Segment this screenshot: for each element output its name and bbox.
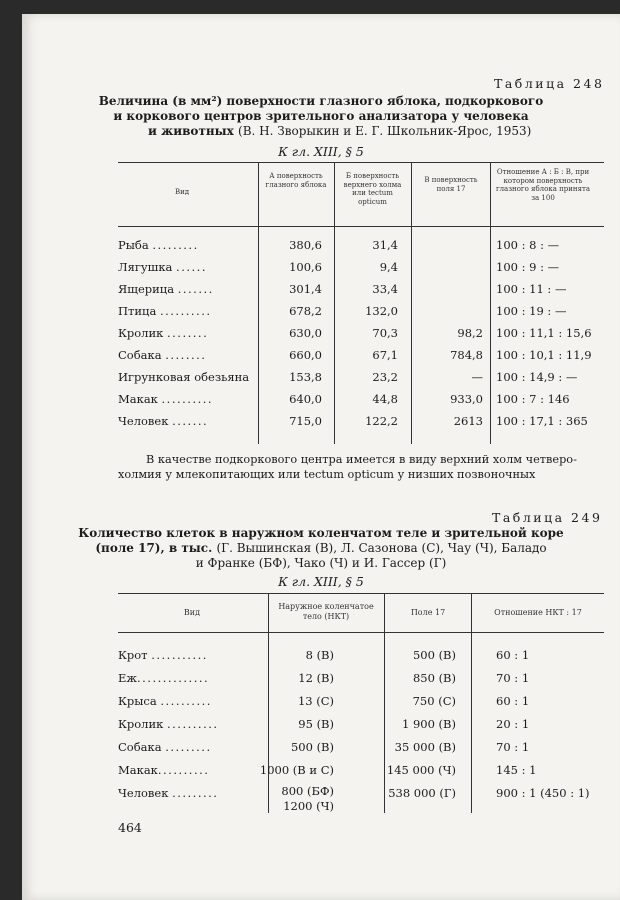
value-field: 145 000 (Ч) xyxy=(386,763,456,777)
table-248-header-a: А поверхность глазного яблока xyxy=(265,172,327,189)
table-249-header-nkt: Наружное коленчатое тело (НКТ) xyxy=(278,602,374,621)
species-name: Человек ....... xyxy=(118,414,209,428)
table-248-title xyxy=(22,94,620,139)
species-name: Собака ......... xyxy=(118,740,212,754)
value-b: 33,4 xyxy=(372,282,398,296)
value-nkt: 12 (В) xyxy=(298,671,334,685)
value-a: 678,2 xyxy=(289,304,322,318)
value-c: 784,8 xyxy=(450,348,483,362)
table-248-label: Таблица 248 xyxy=(494,76,605,91)
value-b: 122,2 xyxy=(365,414,398,428)
value-ratio: 100 : 8 : — xyxy=(496,238,560,252)
value-ratio: 70 : 1 xyxy=(496,740,530,754)
value-b: 70,3 xyxy=(372,326,398,340)
value-b: 23,2 xyxy=(372,370,398,384)
value-c: 2613 xyxy=(453,414,483,428)
species-name: Ящерица ....... xyxy=(118,282,214,296)
value-ratio: 100 : 9 : — xyxy=(496,260,560,274)
value-b: 31,4 xyxy=(372,238,398,252)
value-field: 850 (В) xyxy=(412,671,456,685)
value-ratio: 100 : 10,1 : 11,9 xyxy=(496,348,592,362)
value-ratio: 20 : 1 xyxy=(496,717,530,731)
table-248-top-rule xyxy=(118,162,604,163)
value-ratio: 60 : 1 xyxy=(496,648,530,662)
species-name: Крот ........... xyxy=(118,648,208,662)
species-name: Крыса .......... xyxy=(118,694,212,708)
value-a: 660,0 xyxy=(289,348,322,362)
species-name: Человек ......... xyxy=(118,786,219,800)
value-a: 640,0 xyxy=(289,392,322,406)
table-249-title-line2-rest: (Г. Вышинская (В), Л. Сазонова (С), Чау (Ч), Баладо xyxy=(216,541,547,555)
table-248-header-ratio: Отношение А : Б : В, при котором поверхность глазного яблока принята за 100 xyxy=(495,168,591,202)
value-c: 933,0 xyxy=(450,392,483,406)
value-a: 715,0 xyxy=(289,414,322,428)
table-249-title-line2-bold: (поле 17), в тыс. xyxy=(95,541,213,555)
table-248-header-rule xyxy=(118,226,604,227)
table-249-top-rule xyxy=(118,593,604,594)
value-field: 538 000 (Г) xyxy=(388,786,456,800)
table-249-col-divider-3 xyxy=(471,593,472,813)
table-248-header-species: Вид xyxy=(174,188,190,196)
table-248-title-line1: Величина (в мм²) поверхности глазного яблока, подкоркового xyxy=(98,94,544,108)
table-249-header-species: Вид xyxy=(183,608,201,617)
value-nkt: 500 (В) xyxy=(290,740,334,754)
value-ratio: 60 : 1 xyxy=(496,694,530,708)
value-ratio: 100 : 11,1 : 15,6 xyxy=(496,326,592,340)
value-field: 35 000 (В) xyxy=(394,740,456,754)
value-nkt: 8 (В) xyxy=(305,648,334,662)
species-name: Рыба ......... xyxy=(118,238,199,252)
value-ratio: 100 : 7 : 146 xyxy=(496,392,570,406)
page-number: 464 xyxy=(118,820,142,835)
table-248-ref: К гл. XIII, § 5 xyxy=(278,144,364,159)
table-248-col-divider-1 xyxy=(258,162,259,444)
species-name: Кролик .......... xyxy=(118,717,219,731)
value-c: 98,2 xyxy=(457,326,483,340)
table-248-title-line3-bold: и животных xyxy=(148,124,234,138)
value-field: 750 (С) xyxy=(412,694,456,708)
species-name: Макак.......... xyxy=(118,763,210,777)
table-249-title-line1: Количество клеток в наружном коленчатом теле и зрительной коре xyxy=(78,526,564,540)
value-ratio: 145 : 1 xyxy=(496,763,537,777)
value-ratio: 100 : 14,9 : — xyxy=(496,370,578,384)
table-248-col-divider-2 xyxy=(334,162,335,444)
species-name: Лягушка ...... xyxy=(118,260,207,274)
value-ratio: 100 : 11 : — xyxy=(496,282,567,296)
value-nkt: 13 (С) xyxy=(297,694,334,708)
value-ratio: 100 : 19 : — xyxy=(496,304,567,318)
value-b: 67,1 xyxy=(372,348,398,362)
value-field: 1 900 (В) xyxy=(401,717,456,731)
species-name: Кролик ........ xyxy=(118,326,209,340)
species-name: Еж.............. xyxy=(118,671,210,685)
table-248-col-divider-3 xyxy=(411,162,412,444)
book-page xyxy=(22,14,620,900)
table-248-header-b: Б поверхность верхнего холма или tectum opticum xyxy=(343,172,402,206)
value-nkt: 800 (БФ) xyxy=(281,784,334,798)
table-249-col-divider-1 xyxy=(268,593,269,813)
value-a: 630,0 xyxy=(289,326,322,340)
table-249-header-ratio: Отношение НКТ : 17 xyxy=(494,608,582,617)
value-nkt-secondary: 1200 (Ч) xyxy=(283,799,334,813)
value-b: 9,4 xyxy=(379,260,398,274)
table-249-header-field: Поле 17 xyxy=(410,608,446,617)
species-name: Игрунковая обезьяна xyxy=(118,370,250,384)
table-249-ref: К гл. XIII, § 5 xyxy=(278,574,364,589)
species-name: Собака ........ xyxy=(118,348,207,362)
value-b: 44,8 xyxy=(372,392,398,406)
table-248-title-line3-rest: (В. Н. Зворыкин и Е. Г. Школьник-Ярос, 1953) xyxy=(238,124,532,138)
table-248-col-divider-4 xyxy=(490,162,491,444)
table-249-title-line3: и Франке (БФ), Чако (Ч) и И. Гассер (Г) xyxy=(195,556,447,570)
value-ratio: 900 : 1 (450 : 1) xyxy=(496,786,590,800)
table-248-note-line2: холмия у млекопитающих или tectum opticum у низших позвоночных xyxy=(118,468,536,481)
value-a: 100,6 xyxy=(289,260,322,274)
table-249-header-rule xyxy=(118,632,604,633)
value-nkt: 1000 (В и С) xyxy=(259,763,334,777)
value-ratio: 100 : 17,1 : 365 xyxy=(496,414,588,428)
value-b: 132,0 xyxy=(365,304,398,318)
value-a: 153,8 xyxy=(289,370,322,384)
table-248-header-c: В поверхность поля 17 xyxy=(424,176,478,193)
value-field: 500 (В) xyxy=(412,648,456,662)
value-a: 301,4 xyxy=(289,282,322,296)
value-c: — xyxy=(471,370,483,384)
table-248-title-line2: и коркового центров зрительного анализатора у человека xyxy=(113,109,529,123)
table-249-label: Таблица 249 xyxy=(492,510,603,525)
value-nkt: 95 (В) xyxy=(298,717,334,731)
table-249-title-line2 xyxy=(22,541,620,556)
table-249-title xyxy=(22,526,620,571)
species-name: Птица .......... xyxy=(118,304,212,318)
species-name: Макак .......... xyxy=(118,392,214,406)
value-a: 380,6 xyxy=(289,238,322,252)
value-ratio: 70 : 1 xyxy=(496,671,530,685)
table-248-note-line1: В качестве подкоркового центра имеется в виду верхний холм четверо- xyxy=(146,453,577,466)
table-248-title-line3 xyxy=(22,124,620,139)
